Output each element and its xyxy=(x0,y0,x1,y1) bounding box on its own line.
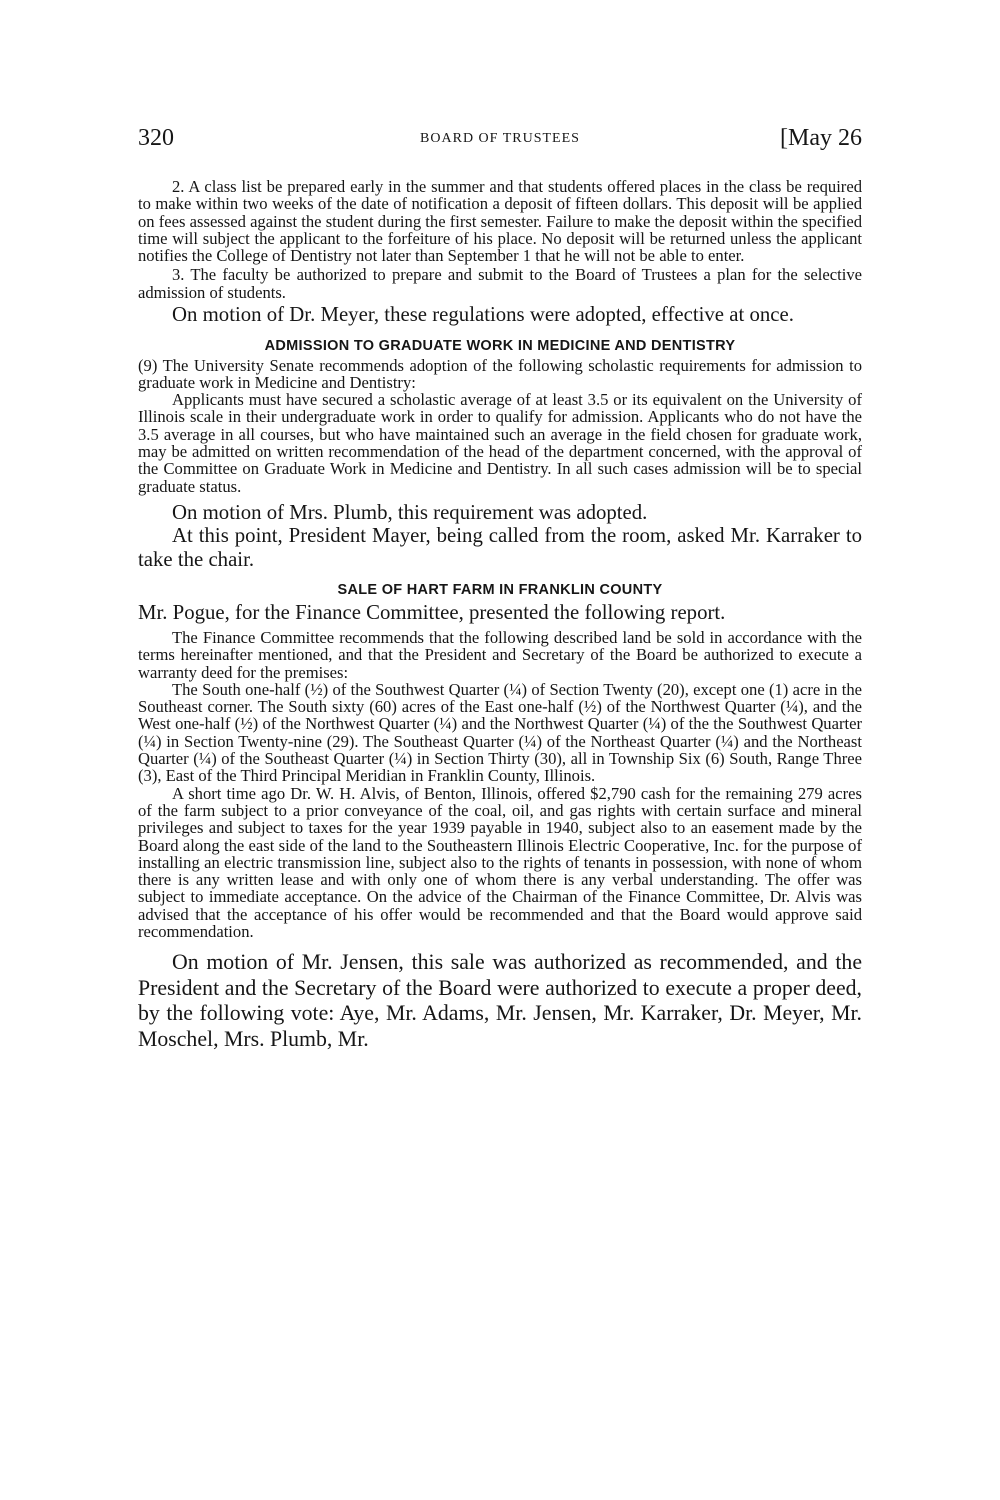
page-header xyxy=(138,125,862,155)
page-body xyxy=(138,178,862,1053)
senate-recommendation: (9) The University Senate recommends adoption of the following scholastic requirements for admission to graduate work in Medicine and Dentistry: xyxy=(138,355,862,392)
motion-jensen: On motion of Mr. Jensen, this sale was authorized as recommended, and the President and the Secretary of the Board were authorized to execute a proper deed, by the following vote: Aye, Mr. Adams, Mr. Jensen, Mr. Karraker, Dr. Meyer, Mr. Moschel, Mrs. Plumb, Mr. xyxy=(138,950,862,1052)
admission-requirements: Applicants must have secured a scholastic average of at least 3.5 or its equivalent on the University of Illinois scale in their undergraduate work in order to qualify for admission. Applicants who do not have the 3.5 average in all courses, but who have maintained such an average in the field chosen for graduate work, may be admitted on written recommendation of the head of the department concerned, with the approval of the Committee on Graduate Work in Medicine and Dentistry. In all such cases admission will be to special graduate status. xyxy=(138,390,862,496)
regulation-2: 2. A class list be prepared early in the summer and that students offered places in the class be required to make within two weeks of the date of notification a deposit of fifteen dollars. This deposit will be applied on fees assessed against the student during the first semester. Failure to make the deposit within the specified time will subject the applicant to the forfeiture of his place. No deposit will be returned unless the applicant notifies the College of Dentistry not later than September 1 that he will not be able to enter. xyxy=(138,177,862,266)
regulation-3: 3. The faculty be authorized to prepare and submit to the Board of Trustees a plan for the selective admission of students. xyxy=(138,265,862,302)
land-description: The South one-half (½) of the Southwest Quarter (¼) of Section Twenty (20), except one (1) acre in the Southeast corner. The South sixty (60) acres of the East one-half (½) of the Northwest Quarter (¼), and the West one-half (½) of the Northwest Quarter (¼) and the Northwest Quarter (¼) of the the Southwest Quarter (¼) in Section Twenty-nine (29). The Southeast Quarter (¼) of the Northeast Quarter (¼) and the Northeast Quarter (¼) of the Southeast Quarter (¼) in Section Thirty (30), all in Township Six (6) South, Range Three (3), East of the Third Principal Meridian in Franklin County, Illinois. xyxy=(138,679,862,786)
alvis-offer: A short time ago Dr. W. H. Alvis, of Benton, Illinois, offered $2,790 cash for the remaining 279 acres of the farm subject to a prior conveyance of the coal, oil, and gas rights with certain surface and mineral privileges and subject to taxes for the year 1939 payable in 1940, subject also to an easement made by the Board along the east side of the land to the Southeastern Illinois Electric Cooperative, Inc. for the purpose of installing an electric transmission line, subject also to the rights of tenants in possession, with none of whom there is any written lease and with only one of whom there is any verbal understanding. The offer was subject to immediate acceptance. On the advice of the Chairman of the Finance Committee, Dr. Alvis was advised that the acceptance of his offer would be recommended and that the Board would approve said recommendation. xyxy=(138,783,862,941)
motion-meyer: On motion of Dr. Meyer, these regulations were adopted, effective at once. xyxy=(172,303,794,327)
header-date: [May 26 xyxy=(780,125,862,151)
finance-recommendation: The Finance Committee recommends that the following described land be sold in accordance with the terms hereinafter mentioned, and that the President and Secretary of the Board be authorized to execute a warranty deed for the premises: xyxy=(138,627,862,682)
section-heading-graduate-admission: ADMISSION TO GRADUATE WORK IN MEDICINE AND DENTISTRY xyxy=(264,337,736,354)
running-title: BOARD OF TRUSTEES xyxy=(420,131,580,146)
chair-change: At this point, President Mayer, being called from the room, asked Mr. Karraker to take the chair. xyxy=(138,524,862,571)
page-number: 320 xyxy=(138,125,174,151)
pogue-report-intro: Mr. Pogue, for the Finance Committee, presented the following report. xyxy=(138,601,726,625)
section-heading-hart-farm: SALE OF HART FARM IN FRANKLIN COUNTY xyxy=(337,582,663,599)
motion-plumb: On motion of Mrs. Plumb, this requirement was adopted. xyxy=(172,500,648,524)
